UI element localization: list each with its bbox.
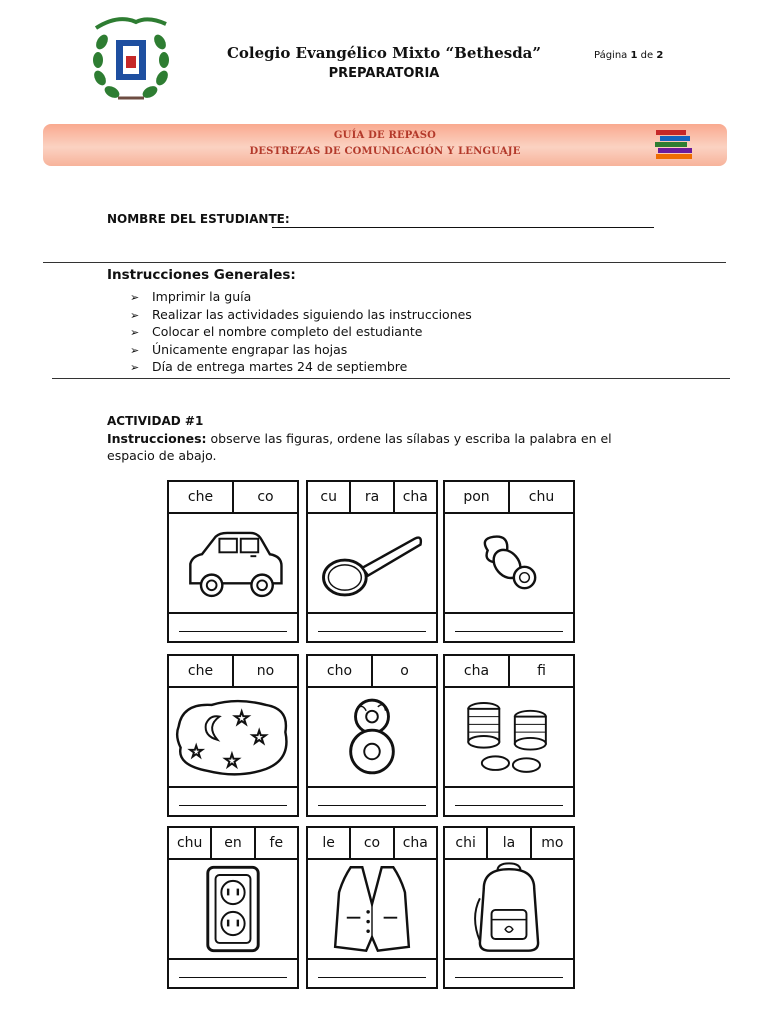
- page-number: [594, 50, 663, 61]
- arrow-icon: ➢: [130, 291, 140, 304]
- banner-line-1: GUÍA DE REPASO: [333, 130, 437, 141]
- student-name-label: NOMBRE DEL ESTUDIANTE:: [107, 212, 290, 226]
- syllable-cell: chu: [528, 489, 555, 505]
- activity-title: ACTIVIDAD #1: [107, 414, 204, 428]
- activity-card: [443, 654, 575, 817]
- activity-card: [306, 654, 438, 817]
- divider-top: [43, 262, 726, 263]
- outlet-icon: [169, 858, 297, 960]
- syllable-row: [169, 656, 297, 688]
- svg-text:☆: ☆: [233, 706, 251, 730]
- activity-card: [167, 480, 299, 643]
- svg-text:☆: ☆: [223, 749, 241, 773]
- list-item: ➢ Día de entrega martes 24 de septiembre: [130, 358, 472, 376]
- magnifier-spoon-icon: [308, 512, 436, 614]
- syllable-cell: o: [400, 663, 409, 679]
- vest-icon: [308, 858, 436, 960]
- backpack-icon: [445, 858, 573, 960]
- syllable-cell: le: [308, 828, 351, 858]
- syllable-cell: fe: [269, 835, 284, 851]
- page-total: 2: [656, 50, 664, 61]
- syllable-cell: en: [212, 828, 255, 858]
- syllable-cell: cho: [308, 656, 373, 686]
- activity-card: [306, 826, 438, 989]
- syllable-cell: chu: [169, 828, 212, 858]
- syllable-row: [308, 656, 436, 688]
- list-item: ➢ Únicamente engrapar las hojas: [130, 341, 472, 359]
- answer-line[interactable]: [318, 805, 426, 806]
- page-of: de: [640, 50, 654, 61]
- arrow-icon: ➢: [130, 343, 140, 357]
- arrow-icon: ➢: [130, 326, 140, 339]
- syllable-cell: pon: [445, 482, 510, 512]
- syllable-cell: la: [488, 828, 531, 858]
- answer-line[interactable]: [318, 977, 426, 978]
- syllable-row: [445, 828, 573, 860]
- answer-line[interactable]: [179, 805, 287, 806]
- list-item: ➢ Colocar el nombre completo del estudiante: [130, 323, 472, 341]
- syllable-row: [169, 482, 297, 514]
- svg-text:☆: ☆: [250, 725, 268, 749]
- syllable-row: [445, 482, 573, 514]
- car-icon: [169, 512, 297, 614]
- banner-line-2: DESTREZAS DE COMUNICACIÓN Y LENGUAJE: [249, 146, 521, 157]
- night-sky-icon: [169, 686, 297, 788]
- activity-card: [167, 826, 299, 989]
- pacifier-icon: [445, 512, 573, 614]
- title-banner: [43, 124, 727, 166]
- arrow-icon: ➢: [130, 361, 140, 374]
- answer-line[interactable]: [455, 805, 563, 806]
- answer-line[interactable]: [179, 977, 287, 978]
- activity-card: [443, 826, 575, 989]
- answer-line[interactable]: [455, 631, 563, 632]
- syllable-cell: cu: [308, 482, 351, 512]
- school-level: PREPARATORIA: [328, 66, 440, 81]
- syllable-cell: chi: [445, 828, 488, 858]
- page-word: Página: [594, 50, 628, 61]
- syllable-cell: ra: [351, 482, 394, 512]
- divider-bottom: [52, 378, 730, 379]
- activity-instructions: Instrucciones: observe las figuras, ordene las sílabas y escriba la palabra en el espacio de abajo.: [107, 431, 612, 463]
- arrow-icon: ➢: [130, 308, 140, 322]
- syllable-cell: che: [169, 656, 234, 686]
- page-current: 1: [630, 50, 638, 61]
- answer-line[interactable]: [179, 631, 287, 632]
- list-item: ➢ Realizar las actividades siguiendo las instrucciones: [130, 306, 472, 324]
- student-name-field[interactable]: [272, 227, 654, 228]
- instructions-list: [130, 288, 472, 376]
- answer-line[interactable]: [318, 631, 426, 632]
- list-item: ➢ Imprimir la guía: [130, 288, 472, 306]
- syllable-cell: che: [169, 482, 234, 512]
- activity-card: [306, 480, 438, 643]
- syllable-cell: co: [257, 489, 274, 505]
- syllable-cell: cha: [402, 835, 428, 851]
- syllable-cell: no: [256, 663, 275, 679]
- svg-text:☆: ☆: [188, 742, 205, 763]
- syllable-cell: cha: [402, 489, 428, 505]
- number-eight-icon: [308, 686, 436, 788]
- books-icon: [654, 128, 696, 160]
- syllable-row: [445, 656, 573, 688]
- syllable-row: [169, 828, 297, 860]
- answer-line[interactable]: [455, 977, 563, 978]
- syllable-cell: co: [351, 828, 394, 858]
- activity-card: [443, 480, 575, 643]
- activity-card: [167, 654, 299, 817]
- school-name: Colegio Evangélico Mixto “Bethesda”: [226, 44, 542, 62]
- syllable-cell: cha: [445, 656, 510, 686]
- instructions-title: Instrucciones Generales:: [107, 267, 296, 283]
- syllable-row: [308, 482, 436, 514]
- syllable-cell: mo: [541, 835, 564, 851]
- syllable-cell: fi: [537, 663, 546, 679]
- chips-icon: [445, 686, 573, 788]
- syllable-row: [308, 828, 436, 860]
